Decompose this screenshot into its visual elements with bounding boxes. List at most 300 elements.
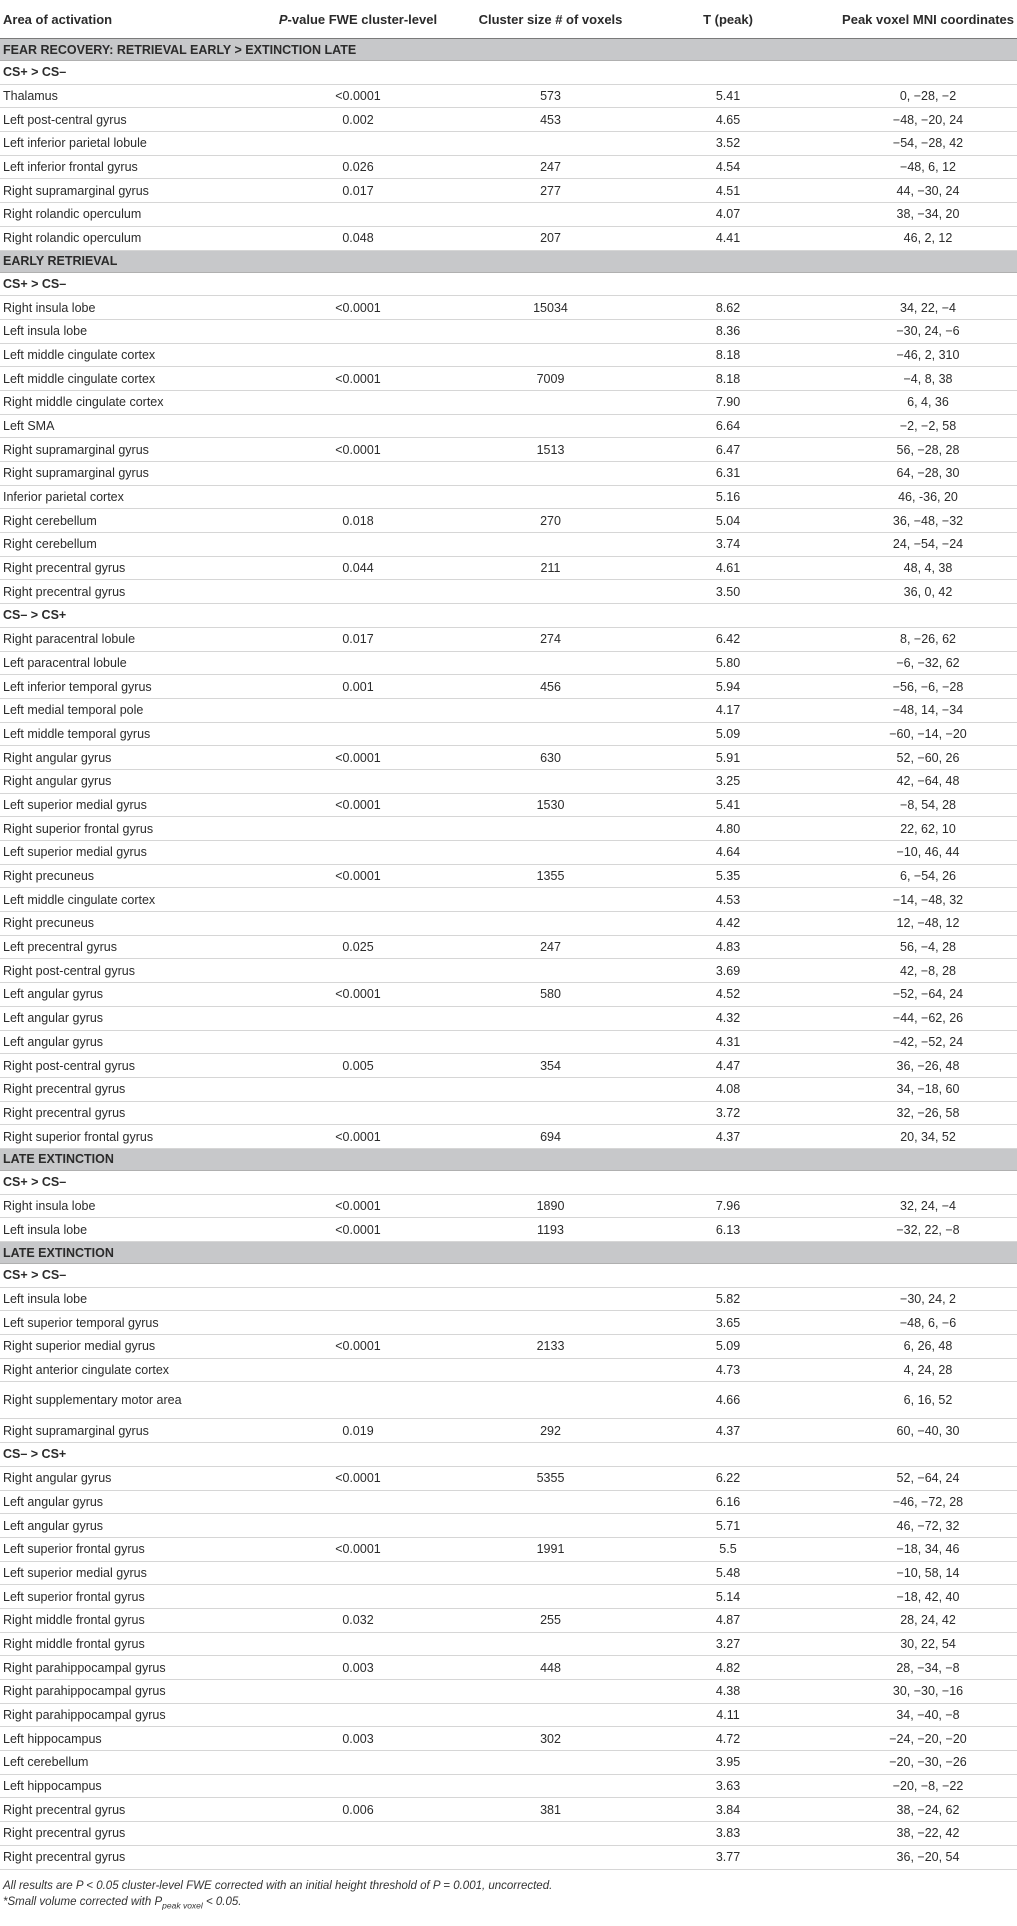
cell-area: Right post-central gyrus [0, 1054, 268, 1078]
contrast-header-row [0, 604, 1017, 628]
table-row [0, 864, 1017, 888]
cell-cluster-size [448, 651, 653, 675]
table-row [0, 793, 1017, 817]
cell-pvalue [268, 1632, 448, 1656]
cell-t-peak: 3.95 [653, 1751, 803, 1775]
cell-area: Right parahippocampal gyrus [0, 1703, 268, 1727]
cell-cluster-size: 247 [448, 155, 653, 179]
table-row [0, 1125, 1017, 1149]
cell-t-peak: 4.31 [653, 1030, 803, 1054]
section-header-row [0, 39, 1017, 61]
cell-mni-coordinates: 46, -36, 20 [803, 485, 1017, 509]
cell-t-peak: 4.07 [653, 203, 803, 227]
cell-pvalue [268, 1382, 448, 1419]
table-row [0, 1030, 1017, 1054]
cell-t-peak: 6.13 [653, 1218, 803, 1242]
cell-cluster-size [448, 1311, 653, 1335]
cell-pvalue [268, 390, 448, 414]
cell-t-peak: 3.63 [653, 1774, 803, 1798]
cell-area: Right rolandic operculum [0, 203, 268, 227]
cell-pvalue: <0.0001 [268, 1335, 448, 1359]
cell-cluster-size: 7009 [448, 367, 653, 391]
contrast-header-row [0, 1264, 1017, 1288]
cell-cluster-size: 207 [448, 226, 653, 250]
cell-mni-coordinates: 42, −8, 28 [803, 959, 1017, 983]
section-label: LATE EXTINCTION [0, 1242, 1017, 1264]
cell-pvalue [268, 343, 448, 367]
table-row [0, 1514, 1017, 1538]
cell-t-peak: 5.09 [653, 722, 803, 746]
cell-cluster-size: 630 [448, 746, 653, 770]
table-row [0, 1287, 1017, 1311]
header-pvalue-italic: P [278, 12, 288, 27]
table-row [0, 1335, 1017, 1359]
cell-t-peak: 8.18 [653, 367, 803, 391]
table-row [0, 888, 1017, 912]
cell-area: Left hippocampus [0, 1727, 268, 1751]
table-row [0, 1656, 1017, 1680]
table-row [0, 746, 1017, 770]
table-row [0, 1608, 1017, 1632]
cell-area: Right precentral gyrus [0, 556, 268, 580]
cell-cluster-size [448, 462, 653, 486]
cell-cluster-size: 270 [448, 509, 653, 533]
cell-cluster-size [448, 485, 653, 509]
table-row [0, 296, 1017, 320]
cell-pvalue: <0.0001 [268, 84, 448, 108]
cell-pvalue [268, 1561, 448, 1585]
cell-area: Left superior frontal gyrus [0, 1537, 268, 1561]
header-pvalue-rest: -value FWE cluster-level [287, 12, 438, 27]
cell-mni-coordinates: 20, 34, 52 [803, 1125, 1017, 1149]
cell-t-peak: 4.52 [653, 983, 803, 1007]
cell-area: Left angular gyrus [0, 983, 268, 1007]
contrast-header-row [0, 61, 1017, 85]
cell-mni-coordinates: −14, −48, 32 [803, 888, 1017, 912]
table-row [0, 367, 1017, 391]
contrast-label: CS+ > CS– [0, 1264, 1017, 1288]
cell-cluster-size: 302 [448, 1727, 653, 1751]
cell-t-peak: 7.96 [653, 1194, 803, 1218]
cell-t-peak: 6.22 [653, 1466, 803, 1490]
table-row [0, 1845, 1017, 1869]
cell-pvalue: <0.0001 [268, 1194, 448, 1218]
cell-cluster-size [448, 841, 653, 865]
cell-t-peak: 4.51 [653, 179, 803, 203]
cell-area: Left angular gyrus [0, 1006, 268, 1030]
header-row [0, 6, 1017, 39]
cell-t-peak: 4.08 [653, 1077, 803, 1101]
table-row [0, 84, 1017, 108]
cell-cluster-size: 292 [448, 1419, 653, 1443]
contrast-header-row [0, 272, 1017, 296]
table-row [0, 319, 1017, 343]
cell-t-peak: 4.73 [653, 1358, 803, 1382]
cell-t-peak: 4.87 [653, 1608, 803, 1632]
cell-t-peak: 3.74 [653, 533, 803, 557]
contrast-label: CS– > CS+ [0, 604, 1017, 628]
cell-mni-coordinates: −60, −14, −20 [803, 722, 1017, 746]
cell-pvalue: <0.0001 [268, 793, 448, 817]
cell-area: Left middle cingulate cortex [0, 343, 268, 367]
cell-cluster-size [448, 533, 653, 557]
table-row [0, 390, 1017, 414]
table-row [0, 1632, 1017, 1656]
contrast-header-row [0, 1443, 1017, 1467]
cell-mni-coordinates: 32, 24, −4 [803, 1194, 1017, 1218]
cell-t-peak: 4.54 [653, 155, 803, 179]
table-row [0, 108, 1017, 132]
cell-mni-coordinates: 34, 22, −4 [803, 296, 1017, 320]
cell-cluster-size: 274 [448, 627, 653, 651]
cell-pvalue [268, 1774, 448, 1798]
cell-area: Left paracentral lobule [0, 651, 268, 675]
cell-t-peak: 4.37 [653, 1419, 803, 1443]
cell-mni-coordinates: 28, −34, −8 [803, 1656, 1017, 1680]
cell-area: Right precuneus [0, 912, 268, 936]
cell-pvalue: 0.026 [268, 155, 448, 179]
footnote-small-volume-suffix: < 0.05. [202, 1895, 242, 1908]
cell-pvalue: 0.025 [268, 935, 448, 959]
cell-pvalue [268, 1358, 448, 1382]
cell-area: Left inferior parietal lobule [0, 132, 268, 156]
cell-cluster-size: 580 [448, 983, 653, 1007]
cell-mni-coordinates: 52, −64, 24 [803, 1466, 1017, 1490]
cell-area: Right supramarginal gyrus [0, 1419, 268, 1443]
table-row [0, 1382, 1017, 1419]
cell-area: Left inferior frontal gyrus [0, 155, 268, 179]
table-row [0, 1311, 1017, 1335]
cell-t-peak: 5.91 [653, 746, 803, 770]
cell-area: Left angular gyrus [0, 1030, 268, 1054]
footnote-small-volume-sub: peak voxel [162, 1899, 203, 1910]
cell-area: Right supramarginal gyrus [0, 462, 268, 486]
cell-area: Right precuneus [0, 864, 268, 888]
table-row [0, 1703, 1017, 1727]
table-row [0, 509, 1017, 533]
cell-cluster-size [448, 769, 653, 793]
cell-area: Right precentral gyrus [0, 1077, 268, 1101]
cell-area: Right middle frontal gyrus [0, 1632, 268, 1656]
cell-mni-coordinates: 6, 16, 52 [803, 1382, 1017, 1419]
table-row [0, 1585, 1017, 1609]
cell-area: Left angular gyrus [0, 1514, 268, 1538]
cell-pvalue [268, 1006, 448, 1030]
cell-mni-coordinates: −30, 24, 2 [803, 1287, 1017, 1311]
cell-pvalue: 0.048 [268, 226, 448, 250]
cell-cluster-size [448, 912, 653, 936]
cell-area: Left superior medial gyrus [0, 793, 268, 817]
cell-pvalue [268, 817, 448, 841]
cell-cluster-size: 456 [448, 675, 653, 699]
cell-area: Right angular gyrus [0, 746, 268, 770]
cell-t-peak: 4.72 [653, 1727, 803, 1751]
table-row [0, 769, 1017, 793]
cell-cluster-size [448, 1774, 653, 1798]
cell-area: Right anterior cingulate cortex [0, 1358, 268, 1382]
cell-cluster-size: 255 [448, 1608, 653, 1632]
cell-pvalue [268, 1585, 448, 1609]
cell-cluster-size: 247 [448, 935, 653, 959]
cell-area: Right middle frontal gyrus [0, 1608, 268, 1632]
cell-pvalue [268, 698, 448, 722]
cell-mni-coordinates: 56, −28, 28 [803, 438, 1017, 462]
header-mni: Peak voxel MNI coordinates [803, 6, 1017, 39]
cell-cluster-size [448, 414, 653, 438]
cell-mni-coordinates: 0, −28, −2 [803, 84, 1017, 108]
cell-area: Inferior parietal cortex [0, 485, 268, 509]
cell-cluster-size: 573 [448, 84, 653, 108]
cell-mni-coordinates: −30, 24, −6 [803, 319, 1017, 343]
cell-mni-coordinates: −8, 54, 28 [803, 793, 1017, 817]
footnote-small-volume [3, 1894, 1017, 1913]
table-row [0, 414, 1017, 438]
cell-cluster-size [448, 1514, 653, 1538]
cell-mni-coordinates: 6, −54, 26 [803, 864, 1017, 888]
cell-mni-coordinates: −18, 42, 40 [803, 1585, 1017, 1609]
table-row [0, 203, 1017, 227]
cell-area: Left middle cingulate cortex [0, 888, 268, 912]
cell-cluster-size: 211 [448, 556, 653, 580]
cell-pvalue [268, 319, 448, 343]
cell-t-peak: 5.82 [653, 1287, 803, 1311]
table-row [0, 179, 1017, 203]
cell-t-peak: 3.50 [653, 580, 803, 604]
cell-t-peak: 4.38 [653, 1680, 803, 1704]
cell-pvalue [268, 203, 448, 227]
cell-area: Left superior frontal gyrus [0, 1585, 268, 1609]
table-row [0, 1077, 1017, 1101]
cell-t-peak: 3.69 [653, 959, 803, 983]
cell-t-peak: 3.84 [653, 1798, 803, 1822]
cell-cluster-size: 1530 [448, 793, 653, 817]
table-row [0, 1822, 1017, 1846]
cell-pvalue: <0.0001 [268, 983, 448, 1007]
cell-t-peak: 8.62 [653, 296, 803, 320]
table-row [0, 1466, 1017, 1490]
cell-mni-coordinates: −46, −72, 28 [803, 1490, 1017, 1514]
table-row [0, 1727, 1017, 1751]
cell-area: Left superior medial gyrus [0, 841, 268, 865]
cell-cluster-size [448, 1287, 653, 1311]
cell-t-peak: 5.16 [653, 485, 803, 509]
cell-pvalue [268, 1822, 448, 1846]
table-row [0, 1419, 1017, 1443]
cell-t-peak: 5.04 [653, 509, 803, 533]
cell-pvalue [268, 1101, 448, 1125]
cell-mni-coordinates: −44, −62, 26 [803, 1006, 1017, 1030]
section-header-row [0, 1242, 1017, 1264]
cell-t-peak: 4.66 [653, 1382, 803, 1419]
cell-t-peak: 3.25 [653, 769, 803, 793]
table-row [0, 226, 1017, 250]
cell-mni-coordinates: 6, 4, 36 [803, 390, 1017, 414]
cell-area: Left superior medial gyrus [0, 1561, 268, 1585]
cell-mni-coordinates: 46, 2, 12 [803, 226, 1017, 250]
cell-t-peak: 4.82 [653, 1656, 803, 1680]
cell-pvalue [268, 912, 448, 936]
cell-area: Right insula lobe [0, 1194, 268, 1218]
cell-mni-coordinates: −10, 46, 44 [803, 841, 1017, 865]
table-row [0, 935, 1017, 959]
cell-pvalue [268, 1703, 448, 1727]
cell-pvalue [268, 651, 448, 675]
cell-t-peak: 3.52 [653, 132, 803, 156]
cell-mni-coordinates: 60, −40, 30 [803, 1419, 1017, 1443]
cell-mni-coordinates: −10, 58, 14 [803, 1561, 1017, 1585]
cell-pvalue [268, 1680, 448, 1704]
cell-cluster-size: 15034 [448, 296, 653, 320]
cell-t-peak: 5.41 [653, 84, 803, 108]
cell-t-peak: 6.64 [653, 414, 803, 438]
cell-pvalue: <0.0001 [268, 1466, 448, 1490]
cell-area: Left middle temporal gyrus [0, 722, 268, 746]
table-row [0, 912, 1017, 936]
cell-area: Left SMA [0, 414, 268, 438]
cell-t-peak: 4.11 [653, 1703, 803, 1727]
cell-cluster-size: 5355 [448, 1466, 653, 1490]
cell-area: Right angular gyrus [0, 1466, 268, 1490]
cell-mni-coordinates: −32, 22, −8 [803, 1218, 1017, 1242]
table-header [0, 6, 1017, 39]
contrast-header-row [0, 1170, 1017, 1194]
cell-cluster-size [448, 722, 653, 746]
cell-pvalue: 0.017 [268, 627, 448, 651]
cell-t-peak: 5.09 [653, 1335, 803, 1359]
cell-cluster-size [448, 132, 653, 156]
section-label: EARLY RETRIEVAL [0, 250, 1017, 272]
cell-area: Left precentral gyrus [0, 935, 268, 959]
cell-mni-coordinates: −48, −20, 24 [803, 108, 1017, 132]
cell-mni-coordinates: −4, 8, 38 [803, 367, 1017, 391]
cell-pvalue: <0.0001 [268, 367, 448, 391]
cell-cluster-size: 453 [448, 108, 653, 132]
cell-mni-coordinates: −48, 6, −6 [803, 1311, 1017, 1335]
cell-t-peak: 4.41 [653, 226, 803, 250]
cell-pvalue: 0.006 [268, 1798, 448, 1822]
cell-t-peak: 3.72 [653, 1101, 803, 1125]
cell-area: Right rolandic operculum [0, 226, 268, 250]
table-row [0, 722, 1017, 746]
cell-t-peak: 8.36 [653, 319, 803, 343]
table-row [0, 1490, 1017, 1514]
cell-mni-coordinates: −54, −28, 42 [803, 132, 1017, 156]
cell-cluster-size [448, 1490, 653, 1514]
cell-mni-coordinates: 34, −18, 60 [803, 1077, 1017, 1101]
cell-mni-coordinates: 28, 24, 42 [803, 1608, 1017, 1632]
footnote-general: All results are P < 0.05 cluster-level FWE corrected with an initial height threshold of P = 0.001, uncorrected. [3, 1879, 553, 1892]
cell-pvalue: 0.003 [268, 1656, 448, 1680]
cell-mni-coordinates: −20, −8, −22 [803, 1774, 1017, 1798]
cell-t-peak: 4.17 [653, 698, 803, 722]
cell-cluster-size [448, 203, 653, 227]
table-row [0, 1101, 1017, 1125]
cell-mni-coordinates: −2, −2, 58 [803, 414, 1017, 438]
cell-t-peak: 4.61 [653, 556, 803, 580]
cell-area: Left insula lobe [0, 319, 268, 343]
header-pvalue [268, 6, 448, 39]
header-cluster-size: Cluster size # of voxels [448, 6, 653, 39]
cell-t-peak: 3.65 [653, 1311, 803, 1335]
cell-t-peak: 3.77 [653, 1845, 803, 1869]
section-label: LATE EXTINCTION [0, 1148, 1017, 1170]
cell-t-peak: 6.16 [653, 1490, 803, 1514]
cell-t-peak: 5.14 [653, 1585, 803, 1609]
cell-pvalue [268, 1751, 448, 1775]
table-row [0, 1561, 1017, 1585]
cell-area: Left insula lobe [0, 1287, 268, 1311]
table-row [0, 841, 1017, 865]
cell-t-peak: 4.83 [653, 935, 803, 959]
cell-mni-coordinates: 38, −24, 62 [803, 1798, 1017, 1822]
cell-t-peak: 4.64 [653, 841, 803, 865]
cell-t-peak: 3.27 [653, 1632, 803, 1656]
cell-pvalue: 0.032 [268, 1608, 448, 1632]
cell-pvalue [268, 132, 448, 156]
table-row [0, 1680, 1017, 1704]
table-row [0, 438, 1017, 462]
cell-cluster-size [448, 1561, 653, 1585]
cell-cluster-size [448, 1845, 653, 1869]
section-header-row [0, 1148, 1017, 1170]
contrast-label: CS– > CS+ [0, 1443, 1017, 1467]
cell-cluster-size [448, 580, 653, 604]
cell-mni-coordinates: 46, −72, 32 [803, 1514, 1017, 1538]
table-row [0, 1194, 1017, 1218]
cell-area: Left superior temporal gyrus [0, 1311, 268, 1335]
cell-pvalue: 0.003 [268, 1727, 448, 1751]
cell-area: Left insula lobe [0, 1218, 268, 1242]
cell-mni-coordinates: −24, −20, −20 [803, 1727, 1017, 1751]
cell-area: Right superior frontal gyrus [0, 1125, 268, 1149]
cell-mni-coordinates: 36, −20, 54 [803, 1845, 1017, 1869]
table-row [0, 651, 1017, 675]
cell-t-peak: 5.48 [653, 1561, 803, 1585]
table-row [0, 1751, 1017, 1775]
cell-pvalue [268, 1030, 448, 1054]
cell-area: Right precentral gyrus [0, 580, 268, 604]
table-row [0, 580, 1017, 604]
cell-pvalue [268, 1514, 448, 1538]
cell-mni-coordinates: −48, 14, −34 [803, 698, 1017, 722]
cell-area: Left post-central gyrus [0, 108, 268, 132]
cell-mni-coordinates: −20, −30, −26 [803, 1751, 1017, 1775]
cell-cluster-size [448, 1585, 653, 1609]
cell-mni-coordinates: 4, 24, 28 [803, 1358, 1017, 1382]
cell-mni-coordinates: 12, −48, 12 [803, 912, 1017, 936]
cell-area: Right supplementary motor area [0, 1382, 268, 1419]
cell-t-peak: 5.35 [653, 864, 803, 888]
cell-t-peak: 5.94 [653, 675, 803, 699]
cell-t-peak: 5.5 [653, 1537, 803, 1561]
cell-pvalue: 0.005 [268, 1054, 448, 1078]
cell-t-peak: 6.42 [653, 627, 803, 651]
cell-pvalue [268, 841, 448, 865]
cell-area: Right paracentral lobule [0, 627, 268, 651]
cell-cluster-size [448, 959, 653, 983]
cell-mni-coordinates: 6, 26, 48 [803, 1335, 1017, 1359]
cell-area: Right precentral gyrus [0, 1101, 268, 1125]
cell-cluster-size: 694 [448, 1125, 653, 1149]
cell-mni-coordinates: 36, 0, 42 [803, 580, 1017, 604]
contrast-label: CS+ > CS– [0, 272, 1017, 296]
cell-cluster-size [448, 888, 653, 912]
cell-area: Right precentral gyrus [0, 1822, 268, 1846]
cell-pvalue [268, 1311, 448, 1335]
cell-cluster-size [448, 1101, 653, 1125]
cell-area: Right cerebellum [0, 533, 268, 557]
cell-cluster-size: 277 [448, 179, 653, 203]
